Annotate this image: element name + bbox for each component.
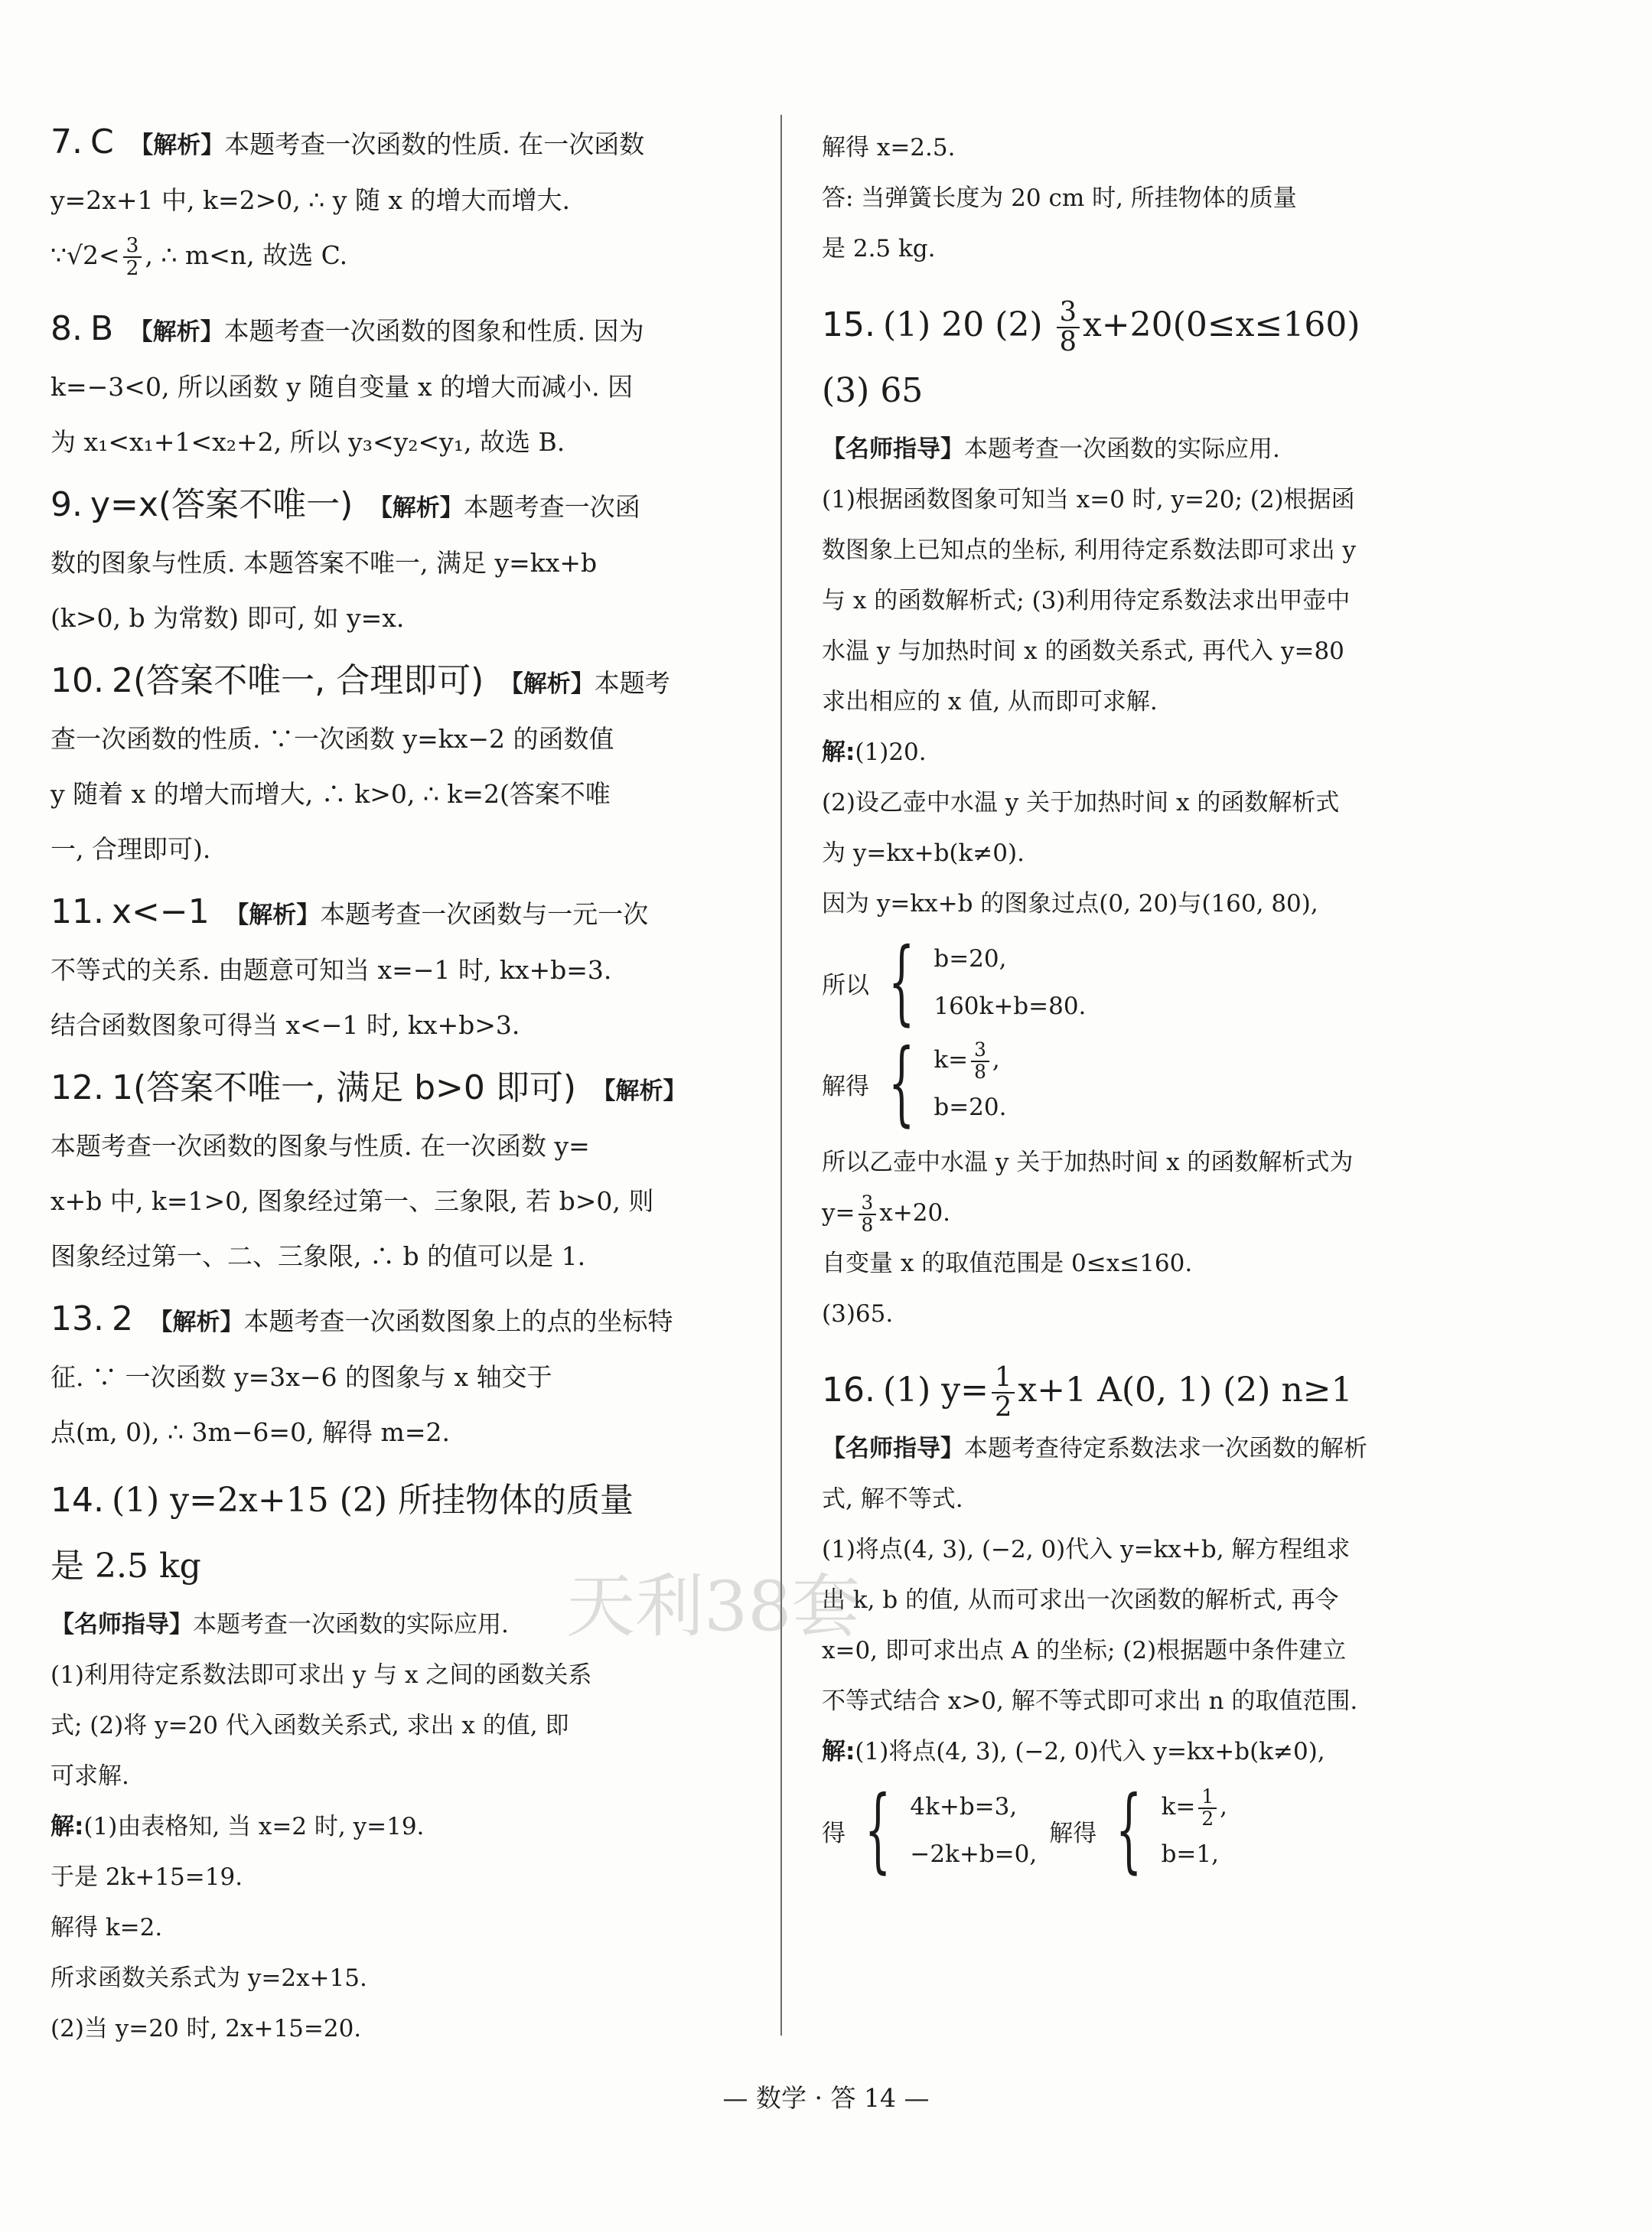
q16-solution-label: 解: xyxy=(822,1738,855,1765)
q13-line2: 征. ∵ 一次函数 y=3x−6 的图象与 x 轴交于 xyxy=(51,1362,552,1392)
question-15 xyxy=(822,292,1457,1339)
q15-solution-label: 解: xyxy=(822,738,855,766)
q15-system2: 解得 { k= $\frac{3}{8}$ , b=20. xyxy=(822,1030,1007,1136)
q12-line1: 本题考查一次函数的图象与性质. 在一次函数 y= xyxy=(51,1131,590,1161)
q14-guide4: 可求解. xyxy=(51,1762,129,1790)
q8-line2: k=−3<0, 所以函数 y 随自变量 x 的增大而减小. 因 xyxy=(51,372,634,402)
q15-step2: (2)设乙壶中水温 y 关于加热时间 x 的函数解析式 xyxy=(822,789,1340,817)
q12-line2: x+b 中, k=1>0, 图象经过第一、三象限, 若 b>0, 则 xyxy=(51,1186,654,1216)
q10-line3: y 随着 x 的增大而增大, ∴ k>0, ∴ k=2(答案不唯 xyxy=(51,779,611,809)
q14-guide3: 式; (2)将 y=20 代入函数关系式, 求出 x 的值, 即 xyxy=(51,1712,569,1739)
q16-guide2: 式, 解不等式. xyxy=(822,1485,963,1513)
q15-answer1b: x+20(0≤x≤160) xyxy=(1082,305,1360,344)
q12-analysis-tag: 【解析】 xyxy=(591,1077,687,1105)
q16-guide4: 出 k, b 的值, 从而可求出一次函数的解析式, 再令 xyxy=(822,1586,1339,1614)
question-8 xyxy=(51,302,732,470)
q16-answer-fraction: $\frac{1}{2}$ xyxy=(992,1364,1015,1422)
q10-number: 10. xyxy=(51,661,104,700)
q14-cont-step3: 是 2.5 kg. xyxy=(822,235,936,262)
q7-line1: 本题考查一次函数的性质. 在一次函数 xyxy=(224,129,645,159)
q15-step9: 自变量 x 的取值范围是 0≤x≤160. xyxy=(822,1250,1193,1277)
q15-answer1a: (1) 20 (2) xyxy=(882,305,1054,344)
question-9 xyxy=(51,478,732,646)
q15-guide3: 数图象上已知点的坐标, 利用待定系数法即可求出 y xyxy=(822,536,1357,564)
q11-line3: 结合函数图象可得当 x<−1 时, kx+b>3. xyxy=(51,1010,520,1040)
q16-number: 16. xyxy=(822,1371,875,1410)
svg-text:天利38套: 天利38套 xyxy=(566,1566,861,1647)
question-11 xyxy=(51,885,732,1053)
q15-answer-fraction: $\frac{3}{8}$ xyxy=(1057,298,1080,357)
q11-answer: x<−1 xyxy=(111,892,210,931)
q14-answer-line2: 是 2.5 kg xyxy=(51,1547,201,1586)
q7-line3a: ∵√2< xyxy=(51,240,120,270)
question-13 xyxy=(51,1292,732,1460)
q13-answer: 2 xyxy=(111,1299,133,1338)
question-12 xyxy=(51,1061,732,1284)
q10-line4: 一, 合理即可). xyxy=(51,834,211,864)
column-divider xyxy=(780,115,782,2036)
q14-cont-step2: 答: 当弹簧长度为 20 cm 时, 所挂物体的质量 xyxy=(822,184,1297,212)
q15-answer2: (3) 65 xyxy=(822,371,924,410)
q11-analysis-tag: 【解析】 xyxy=(225,901,321,929)
q9-analysis-tag: 【解析】 xyxy=(368,494,464,522)
q7-analysis-tag: 【解析】 xyxy=(129,132,225,159)
q13-line1: 本题考查一次函数图象上的点的坐标特 xyxy=(243,1306,673,1336)
question-10 xyxy=(51,654,732,877)
page-footer: — 数学 · 答 14 — xyxy=(722,2083,930,2113)
q15-guide2: (1)根据函数图象可知当 x=0 时, y=20; (2)根据函 xyxy=(822,486,1355,513)
q13-line3: 点(m, 0), ∴ 3m−6=0, 解得 m=2. xyxy=(51,1417,450,1447)
q11-line2: 不等式的关系. 由题意可知当 x=−1 时, kx+b=3. xyxy=(51,955,612,985)
q14-step4: 所求函数关系式为 y=2x+15. xyxy=(51,1964,367,1992)
q12-number: 12. xyxy=(51,1068,104,1107)
q14-solution-label: 解: xyxy=(51,1813,84,1840)
q11-line1: 本题考查一次函数与一元一次 xyxy=(320,899,649,929)
q14-guide-tag: 【名师指导】 xyxy=(51,1611,193,1638)
q14-step1: (1)由表格知, 当 x=2 时, y=19. xyxy=(83,1813,425,1840)
q15-guide5: 水温 y 与加热时间 x 的函数关系式, 再代入 y=80 xyxy=(822,637,1344,665)
q7-number: 7. xyxy=(51,122,83,161)
q9-answer: y=x(答案不唯一) xyxy=(90,485,354,524)
q16-answer1b: x+1 A(0, 1) (2) n≥1 xyxy=(1018,1371,1353,1410)
question-14-continued xyxy=(822,122,1457,274)
q7-line3b: , ∴ m<n, 故选 C. xyxy=(145,240,348,270)
q7-line2: y=2x+1 中, k=2>0, ∴ y 随 x 的增大而增大. xyxy=(51,185,570,215)
q15-step3: 为 y=kx+b(k≠0). xyxy=(822,839,1025,867)
q13-number: 13. xyxy=(51,1299,104,1338)
q14-guide2: (1)利用待定系数法即可求出 y 与 x 之间的函数关系 xyxy=(51,1661,592,1689)
q15-step1: (1)20. xyxy=(855,738,927,766)
q10-analysis-tag: 【解析】 xyxy=(499,670,595,698)
publisher-watermark xyxy=(559,1515,880,1707)
q14-cont-step1: 解得 x=2.5. xyxy=(822,134,956,161)
q15-system1: 所以 { b=20, 160k+b=80. xyxy=(822,929,1087,1035)
q10-answer: 2(答案不唯一, 合理即可) xyxy=(111,661,484,700)
q14-guide1: 本题考查一次函数的实际应用. xyxy=(193,1611,509,1638)
q9-number: 9. xyxy=(51,485,83,524)
q16-systems: 得 { 4k+b=3, −2k+b=0, 解得 { k= $\frac{1}{2}$ , b=1, xyxy=(822,1777,1227,1883)
q9-line3: (k>0, b 为常数) 即可, 如 y=x. xyxy=(51,603,405,633)
q15-guide1: 本题考查一次函数的实际应用. xyxy=(964,435,1280,463)
q8-line1: 本题考查一次函数的图象和性质. 因为 xyxy=(223,316,644,346)
q16-guide3: (1)将点(4, 3), (−2, 0)代入 y=kx+b, 解方程组求 xyxy=(822,1536,1351,1563)
left-column xyxy=(51,115,732,2054)
q14-step2: 于是 2k+15=19. xyxy=(51,1863,243,1891)
question-16 xyxy=(822,1358,1457,1883)
q15-step8: y= $\frac{3}{8}$ x+20. xyxy=(822,1191,951,1236)
q10-line1: 本题考 xyxy=(594,668,670,698)
q13-analysis-tag: 【解析】 xyxy=(148,1309,244,1336)
q15-step10: (3)65. xyxy=(822,1300,894,1328)
q8-analysis-tag: 【解析】 xyxy=(129,318,224,346)
q16-answer1a: (1) y= xyxy=(882,1371,989,1410)
right-column xyxy=(822,122,1457,1884)
q16-guide6: 不等式结合 x>0, 解不等式即可求出 n 的取值范围. xyxy=(822,1687,1358,1715)
q9-line1: 本题考查一次函 xyxy=(463,492,640,522)
q14-number: 14. xyxy=(51,1481,104,1520)
q16-step1: (1)将点(4, 3), (−2, 0)代入 y=kx+b(k≠0), xyxy=(855,1738,1325,1765)
q15-guide-tag: 【名师指导】 xyxy=(822,435,964,463)
q14-step3: 解得 k=2. xyxy=(51,1914,163,1941)
question-7 xyxy=(51,115,732,283)
q7-answer: C xyxy=(90,122,114,161)
q15-step7: 所以乙壶中水温 y 关于加热时间 x 的函数解析式为 xyxy=(822,1149,1354,1176)
q16-guide1: 本题考查待定系数法求一次函数的解析 xyxy=(964,1435,1367,1462)
q10-line2: 查一次函数的性质. ∵一次函数 y=kx−2 的函数值 xyxy=(51,724,614,754)
q8-number: 8. xyxy=(51,309,83,348)
q7-fraction: $\frac{3}{2}$ xyxy=(123,235,142,279)
q9-line2: 数的图象与性质. 本题答案不唯一, 满足 y=kx+b xyxy=(51,548,598,578)
q15-guide6: 求出相应的 x 值, 从而即可求解. xyxy=(822,688,1158,716)
q16-guide-tag: 【名师指导】 xyxy=(822,1435,964,1462)
q14-step5: (2)当 y=20 时, 2x+15=20. xyxy=(51,2015,362,2042)
q12-line3: 图象经过第一、二、三象限, ∴ b 的值可以是 1. xyxy=(51,1241,586,1271)
q15-step4: 因为 y=kx+b 的图象过点(0, 20)与(160, 80), xyxy=(822,890,1318,918)
q8-answer: B xyxy=(90,309,114,348)
q12-answer: 1(答案不唯一, 满足 b>0 即可) xyxy=(111,1068,577,1107)
q8-line3: 为 x₁<x₁+1<x₂+2, 所以 y₃<y₂<y₁, 故选 B. xyxy=(51,427,565,457)
q11-number: 11. xyxy=(51,892,104,931)
q15-number: 15. xyxy=(822,305,875,344)
q15-guide4: 与 x 的函数解析式; (3)利用待定系数法求出甲壶中 xyxy=(822,587,1351,614)
q14-answer-line1: (1) y=2x+15 (2) 所挂物体的质量 xyxy=(111,1481,634,1520)
q16-guide5: x=0, 即可求出点 A 的坐标; (2)根据题中条件建立 xyxy=(822,1637,1347,1664)
